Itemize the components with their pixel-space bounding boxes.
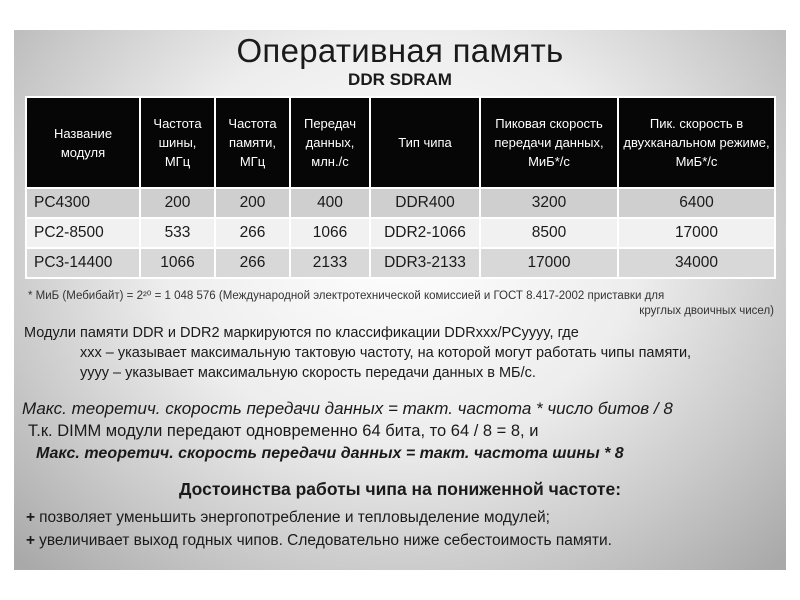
header-chip-type: Тип чипа: [370, 97, 480, 188]
header-peak-speed: Пиковая скорость передачи данных, МиБ*/с: [480, 97, 618, 188]
table-cell: DDR400: [370, 188, 480, 218]
table-cell: 400: [290, 188, 370, 218]
header-dual-channel-speed: Пик. скорость в двухканальном режиме, МиБ*/с: [618, 97, 775, 188]
table-cell: PC3-14400: [26, 248, 140, 278]
header-module-name: Название модуля: [26, 97, 140, 188]
advantage-text: позволяет уменьшить энергопотребление и тепловыделение модулей;: [39, 509, 550, 526]
page-title: Оперативная память: [236, 32, 564, 69]
table-cell: PC2-8500: [26, 218, 140, 248]
marking-intro: Модули памяти DDR и DDR2 маркируются по классификации DDRxxx/PCyyyy, где: [24, 325, 579, 341]
table-row: [26, 218, 775, 248]
table-cell: 17000: [480, 248, 618, 278]
advantages-title: Достоинства работы чипа на пониженной частоте:: [178, 479, 622, 499]
advantage-item: [26, 532, 612, 550]
footnote-line-1: * МиБ (Мебибайт) = 2²⁰ = 1 048 576 (Международной электротехнической комиссией и ГОСТ 8.417-2002 приставки для: [28, 290, 665, 302]
table-cell: 3200: [480, 188, 618, 218]
plus-icon: +: [26, 509, 36, 526]
marking-yyyy-description: yyyy – указывает максимальную скорость передачи данных в МБ/с.: [80, 365, 536, 381]
table-cell: DDR2-1066: [370, 218, 480, 248]
header-transfers: Передач данных, млн./с: [290, 97, 370, 188]
table-cell: 8500: [480, 218, 618, 248]
plus-icon: +: [26, 532, 36, 549]
table-cell: 533: [140, 218, 215, 248]
advantage-text: увеличивает выход годных чипов. Следовательно ниже себестоимость памяти.: [39, 532, 612, 549]
table-cell: DDR3-2133: [370, 248, 480, 278]
advantage-item: [26, 509, 550, 527]
table-cell: 200: [215, 188, 290, 218]
page-subtitle: DDR SDRAM: [348, 70, 452, 89]
footnote-line-2: круглых двоичных чисел): [639, 305, 774, 317]
dimm-note: Т.к. DIMM модули передают одновременно 64 бита, то 64 / 8 = 8, и: [28, 422, 539, 440]
speed-formula-bus: Макс. теоретич. скорость передачи данных = такт. частота шины * 8: [36, 445, 624, 462]
table-cell: 6400: [618, 188, 775, 218]
table-cell: 266: [215, 248, 290, 278]
memory-spec-table: [25, 96, 776, 279]
table-row: [26, 188, 775, 218]
table-cell: 1066: [140, 248, 215, 278]
marking-xxx-description: xxx – указывает максимальную тактовую частоту, на которой могут работать чипы памяти,: [80, 345, 692, 361]
footnote: [28, 289, 774, 319]
table-cell: 34000: [618, 248, 775, 278]
slide: [14, 30, 786, 570]
speed-formula-general: Макс. теоретич. скорость передачи данных = такт. частота * число битов / 8: [22, 399, 673, 418]
table-row: [26, 248, 775, 278]
table-cell: PC4300: [26, 188, 140, 218]
table-cell: 266: [215, 218, 290, 248]
table-cell: 2133: [290, 248, 370, 278]
header-memory-frequency: Частота памяти, МГц: [215, 97, 290, 188]
table-cell: 200: [140, 188, 215, 218]
table-cell: 17000: [618, 218, 775, 248]
header-bus-frequency: Частота шины, МГц: [140, 97, 215, 188]
table-header-row: [26, 97, 775, 188]
table-cell: 1066: [290, 218, 370, 248]
